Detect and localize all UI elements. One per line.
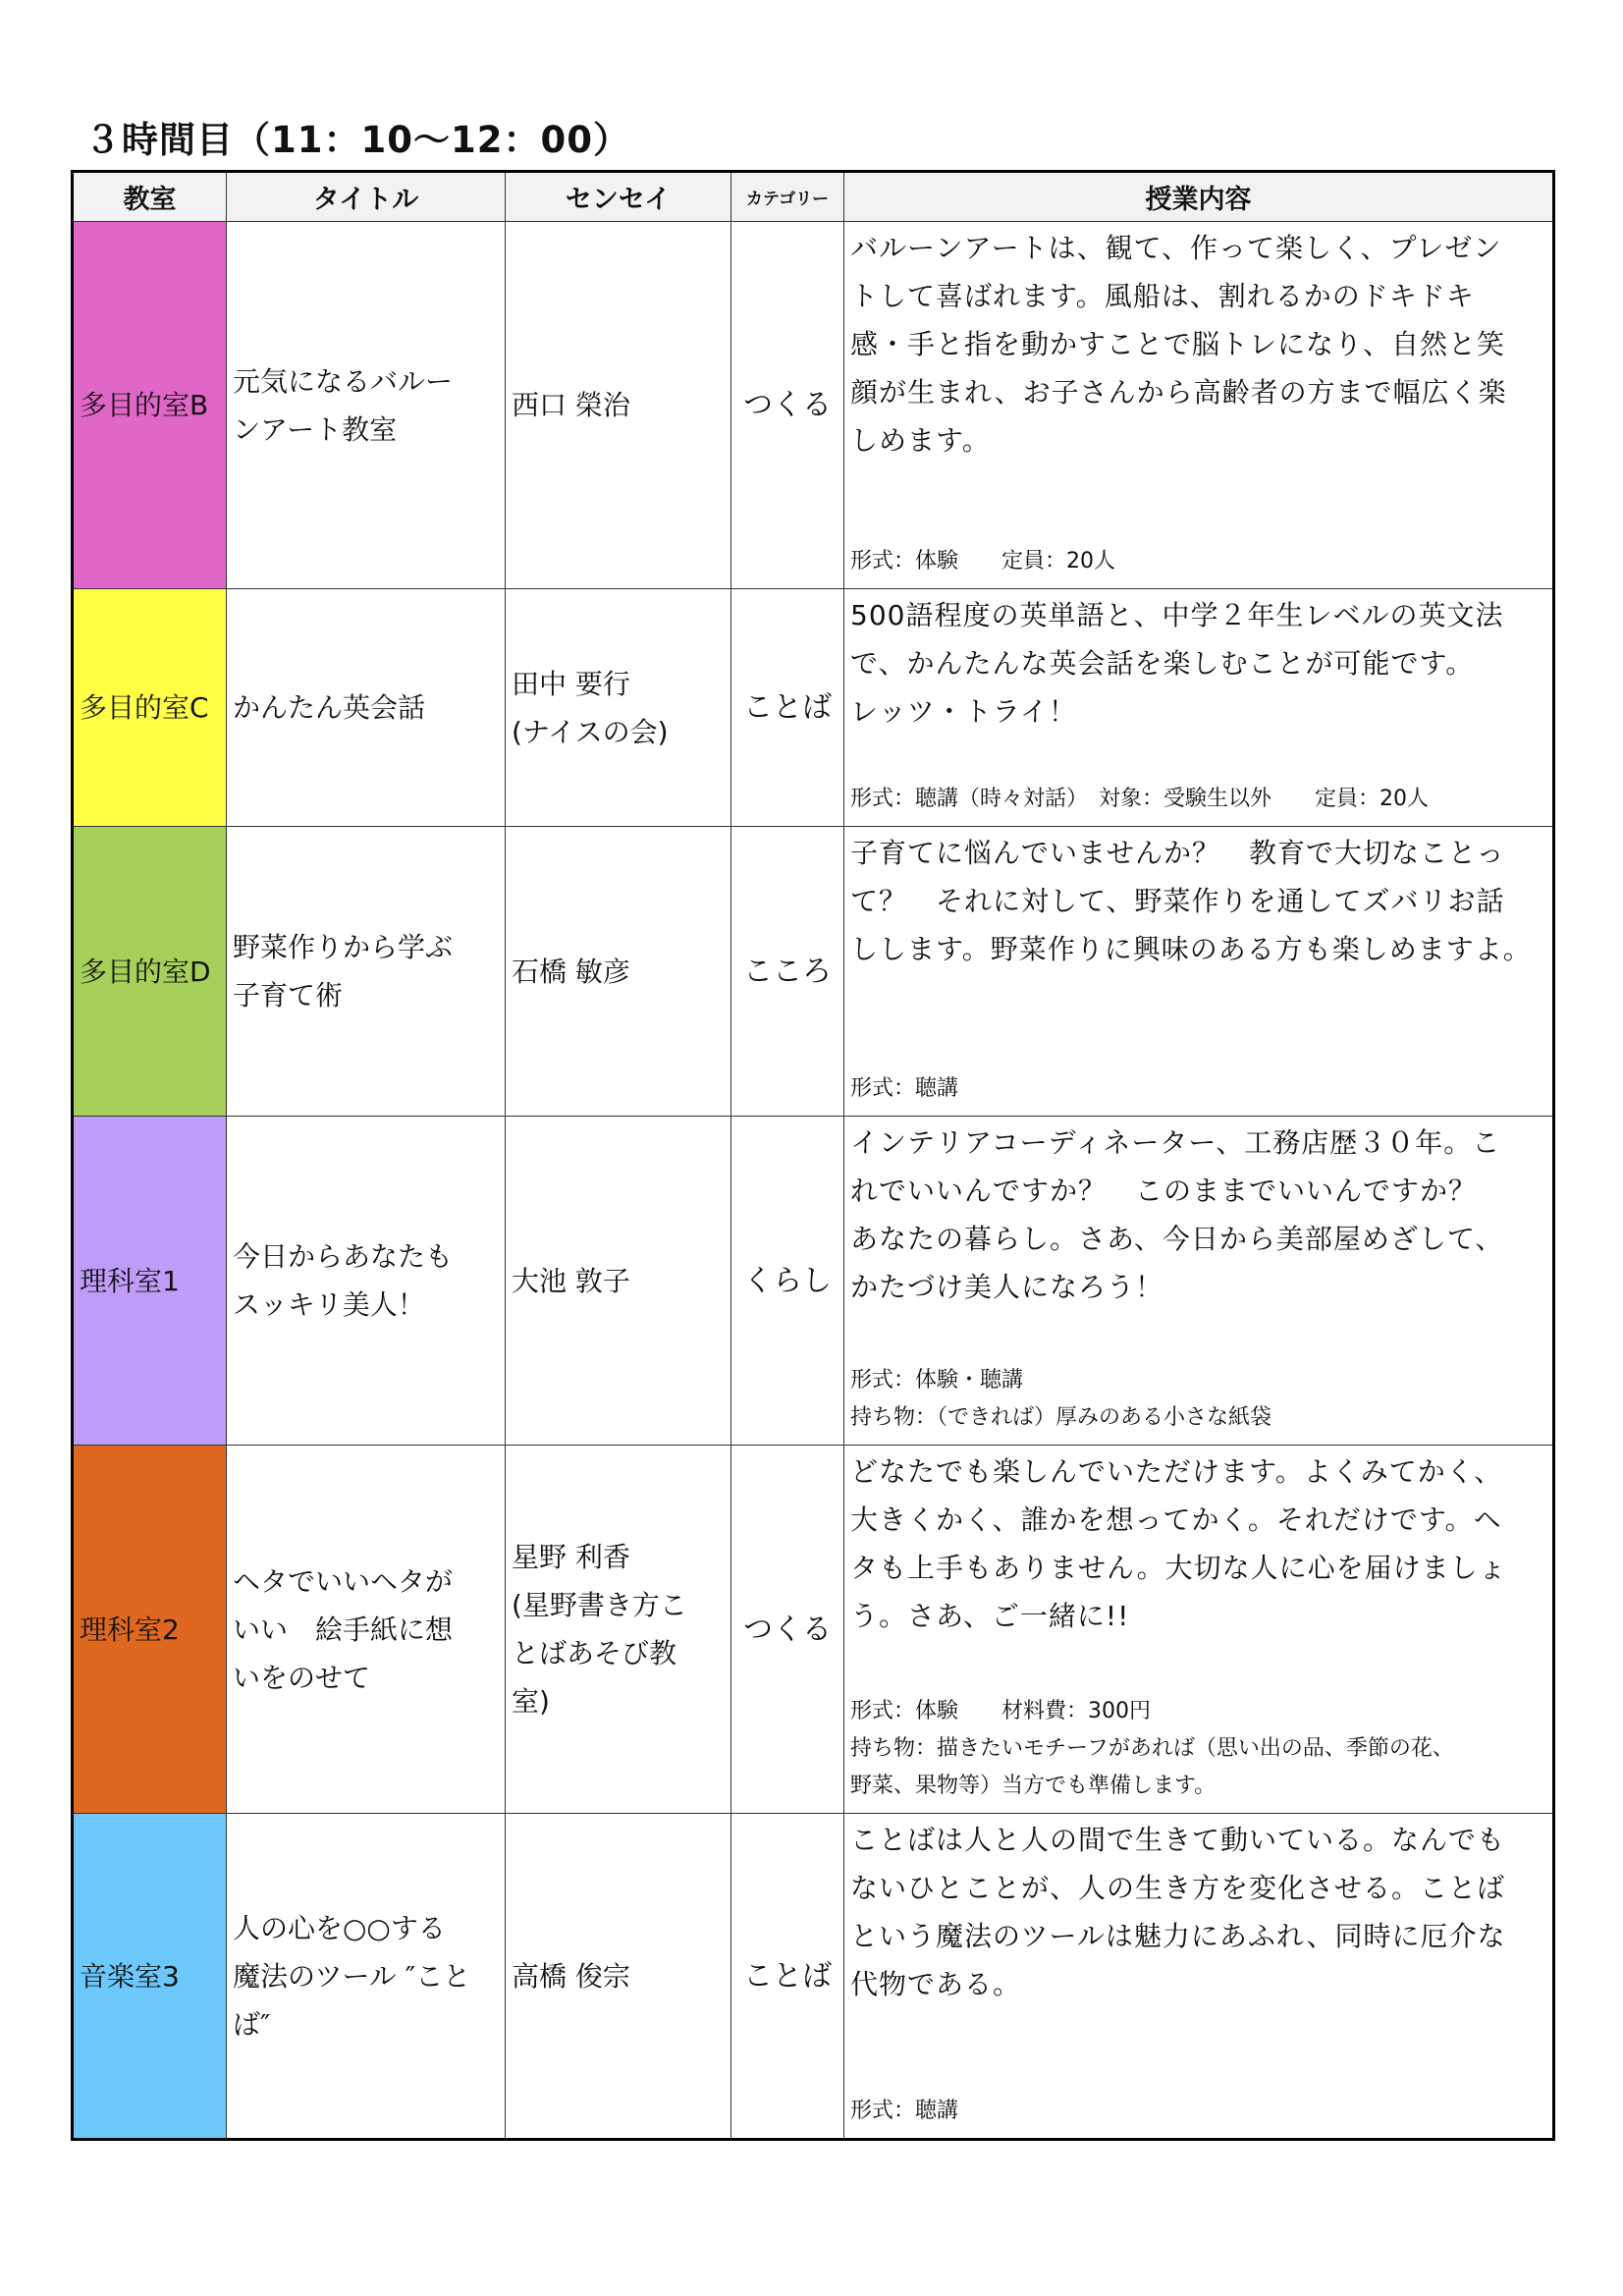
header-room: 教室 [73, 172, 227, 222]
description-line: あなたの暮らし。さあ、今日から美部屋めざして、 [850, 1223, 1504, 1255]
title-line: ヘタでいいヘタが [233, 1564, 454, 1598]
category-cell: こころ [731, 827, 844, 1117]
content-cell [844, 1446, 1554, 1814]
title-line: 人の心を○○する [233, 1911, 446, 1944]
category-cell: ことば [731, 1814, 844, 2140]
title-cell [227, 222, 506, 589]
detail-line: 持ち物：描きたいモチーフがあれば（思い出の品、季節の花、 [850, 1736, 1454, 1761]
category-cell: つくる [731, 1446, 844, 1814]
detail-line: 形式：聴講 [850, 1076, 959, 1101]
teacher-cell [506, 222, 731, 589]
title-line: かんたん英会話 [233, 691, 426, 724]
teacher-line: 室) [512, 1685, 550, 1718]
teacher-line: (星野書き方こ [512, 1589, 687, 1621]
teacher-line: とばあそび教 [512, 1637, 677, 1669]
description-line: 500語程度の英単語と、中学２年生レベルの英文法 [850, 599, 1504, 631]
detail-line: 形式：聴講 [850, 2099, 959, 2123]
teacher-line: 田中 要行 [512, 667, 630, 700]
detail-line: 形式：体験 材料費：300円 [850, 1699, 1151, 1723]
header-title: タイトル [227, 172, 506, 222]
description-line: どなたでも楽しんでいただけます。よくみてかく、 [850, 1455, 1503, 1488]
detail-line: 形式：体験 定員：20人 [850, 549, 1115, 574]
description-line: ことばは人と人の間で生きて動いている。なんでも [850, 1824, 1506, 1856]
class-details [850, 1362, 1546, 1437]
title-line: ば″ [233, 2007, 271, 2041]
description-line: トして喜ばれます。風船は、割れるかのドキドキ [850, 280, 1475, 312]
detail-line: 持ち物：（できれば）厚みのある小さな紙袋 [850, 1405, 1272, 1430]
title-line: 野菜作りから学ぶ [233, 931, 454, 963]
teacher-cell [506, 1446, 731, 1814]
room-cell-multi-c: 多目的室C [73, 589, 227, 827]
title-line: 今日からあなたも [233, 1240, 454, 1273]
description-line: かたづけ美人になろう！ [850, 1271, 1164, 1303]
content-cell [844, 589, 1554, 827]
category-cell: ことば [731, 589, 844, 827]
content-cell [844, 1117, 1554, 1446]
header-content: 授業内容 [844, 172, 1554, 222]
description-line: ないひとことが、人の生き方を変化させる。ことば [850, 1872, 1506, 1904]
detail-line: 形式：体験・聴講 [850, 1368, 1024, 1393]
teacher-line: 石橋 敏彦 [512, 955, 630, 988]
table-row [73, 1117, 1554, 1446]
page-title: ３時間目（11：10〜12：00） [84, 119, 630, 161]
title-line: 元気になるバルー [233, 364, 454, 398]
title-line: ンアート教室 [233, 412, 398, 446]
teacher-line: 大池 敦子 [512, 1264, 630, 1297]
header-row [73, 172, 1554, 222]
teacher-line: (ナイスの会) [512, 715, 669, 748]
table-row [73, 1814, 1554, 2140]
table-row [73, 589, 1554, 827]
teacher-cell [506, 1814, 731, 2140]
description-line: という魔法のツールは魅力にあふれ、同時に厄介な [850, 1920, 1506, 1952]
room-cell-multi-b: 多目的室B [73, 222, 227, 589]
content-cell [844, 222, 1554, 589]
description-line: 感・手と指を動かすことで脳トレになり、自然と笑 [850, 328, 1506, 360]
table-row [73, 827, 1554, 1117]
header-teacher: センセイ [506, 172, 731, 222]
class-details [850, 1070, 1546, 1108]
title-cell [227, 1814, 506, 2140]
title-line: スッキリ美人！ [233, 1288, 425, 1321]
detail-line: 野菜、果物等）当方でも準備します。 [850, 1774, 1217, 1798]
title-cell [227, 1446, 506, 1814]
description-line: しめます。 [850, 424, 991, 457]
description [850, 224, 1546, 465]
title-cell [227, 589, 506, 827]
room-cell-multi-d: 多目的室D [73, 827, 227, 1117]
teacher-line: 西口 榮治 [512, 389, 630, 421]
description-line: れでいいんですか？ このままでいいんですか？ [850, 1175, 1478, 1207]
content-cell [844, 1814, 1554, 2140]
description-line: しします。野菜作りに興味のある方も楽しめますよ。 [850, 933, 1532, 965]
description-line: インテリアコーディネーター、工務店歴３０年。こ [850, 1126, 1501, 1159]
room-cell-science-1: 理科室1 [73, 1117, 227, 1446]
teacher-cell [506, 827, 731, 1117]
table-row [73, 222, 1554, 589]
description-line: レッツ・トライ！ [850, 695, 1077, 728]
title-line: いい 絵手紙に想 [233, 1613, 454, 1646]
room-cell-science-2: 理科室2 [73, 1446, 227, 1814]
category-cell: くらし [731, 1117, 844, 1446]
content-cell [844, 827, 1554, 1117]
title-cell [227, 1117, 506, 1446]
title-line: 魔法のツール ″こと [233, 1959, 471, 1993]
room-cell-music-3: 音楽室3 [73, 1814, 227, 2140]
title-line: いをのせて [233, 1661, 371, 1694]
header-category: カテゴリー [731, 172, 844, 222]
title-line: 子育て術 [233, 979, 344, 1011]
class-details [850, 543, 1546, 580]
class-details [850, 2093, 1546, 2130]
detail-line: 形式：聴講（時々対話） 対象：受験生以外 定員：20人 [850, 787, 1429, 811]
teacher-cell [506, 589, 731, 827]
category-cell: つくる [731, 222, 844, 589]
description [850, 591, 1546, 736]
description [850, 829, 1546, 973]
description [850, 1119, 1546, 1311]
description-line: う。さあ、ご一緒に!! [850, 1600, 1130, 1632]
title-cell [227, 827, 506, 1117]
teacher-line: 星野 利香 [512, 1541, 630, 1573]
class-details [850, 781, 1546, 818]
description-line: で、かんたんな英会話を楽しむことが可能です。 [850, 647, 1475, 680]
description-line: 顔が生まれ、お子さんから高齢者の方まで幅広く楽 [850, 376, 1507, 409]
class-details [850, 1693, 1546, 1805]
description [850, 1816, 1546, 2008]
description-line: 代物である。 [850, 1968, 1022, 2000]
description-line: タも上手もありません。大切な人に心を届けましょ [850, 1552, 1507, 1584]
description [850, 1448, 1546, 1640]
description-line: 大きくかく、誰かを想ってかく。それだけです。ヘ [850, 1503, 1502, 1536]
description-line: て？ それに対して、野菜作りを通してズバリお話 [850, 885, 1505, 917]
table-row [73, 1446, 1554, 1814]
description-line: 子育てに悩んでいませんか？ 教育で大切なことっ [850, 837, 1505, 869]
description-line: バルーンアートは、観て、作って楽しく、プレゼン [850, 232, 1502, 264]
teacher-line: 高橋 俊宗 [512, 1959, 630, 1993]
teacher-cell [506, 1117, 731, 1446]
schedule-table [71, 170, 1555, 2141]
